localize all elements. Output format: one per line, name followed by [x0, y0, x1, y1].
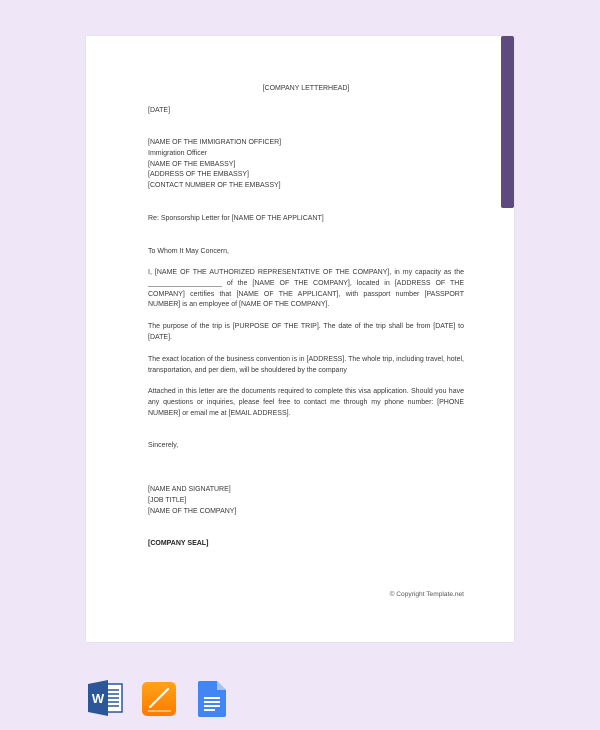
letter-salutation: To Whom It May Concern,: [148, 248, 229, 255]
pages-icon[interactable]: [142, 682, 176, 716]
letter-subject: Re: Sponsorship Letter for [NAME OF THE APPLICANT]: [148, 215, 324, 222]
signature-name: [NAME AND SIGNATURE]: [148, 486, 231, 493]
google-docs-icon[interactable]: [198, 681, 226, 717]
paragraph-attachments: Attached in this letter are the documents required to complete this visa application. Should you have any questions or inquiries, please feel free to contact me through my phone number: [PHONE NUMBER] or email me at [EMAIL ADDRESS].: [148, 388, 464, 417]
recipient-embassy-name: [NAME OF THE EMBASSY]: [148, 160, 236, 168]
recipient-block: [148, 138, 464, 192]
recipient-embassy-contact: [CONTACT NUMBER OF THE EMBASSY]: [148, 182, 281, 190]
recipient-title: Immigration Officer: [148, 149, 207, 157]
svg-text:W: W: [91, 691, 105, 706]
signature-job-title: [JOB TITLE]: [148, 496, 187, 504]
signature-block: [148, 485, 464, 517]
copyright-notice: © Copyright Template.net: [389, 591, 464, 598]
paragraph-trip-location: The exact location of the business convention is in [ADDRESS]. The whole trip, including travel, hotel, transportation, and per diem, will be shouldered by the company: [148, 356, 464, 374]
paragraph-trip-purpose: The purpose of the trip is [PURPOSE OF THE TRIP]. The date of the trip shall be from [DATE] to [DATE].: [148, 323, 464, 341]
company-seal: [COMPANY SEAL]: [148, 540, 209, 547]
recipient-officer-name: [NAME OF THE IMMIGRATION OFFICER]: [148, 139, 282, 146]
letter-closing: Sincerely,: [148, 442, 179, 449]
paragraph-employment: I, [NAME OF THE AUTHORIZED REPRESENTATIVE OF THE COMPANY], in my capacity as the ___________________ of the [NAME OF THE COMPANY], located in [ADDRESS OF THE COMPANY] certifies that [NAME OF THE APPLICANT], with passport number [PASSPORT NUMBER] is an employee of [NAME OF THE COMPANY].: [148, 269, 464, 309]
letter-date: [DATE]: [148, 107, 171, 114]
recipient-embassy-address: [ADDRESS OF THE EMBASSY]: [148, 171, 250, 179]
scrollbar-thumb[interactable]: [501, 36, 514, 208]
word-icon[interactable]: [86, 680, 124, 716]
company-letterhead: [COMPANY LETTERHEAD]: [262, 85, 350, 92]
signature-company: [NAME OF THE COMPANY]: [148, 507, 237, 515]
